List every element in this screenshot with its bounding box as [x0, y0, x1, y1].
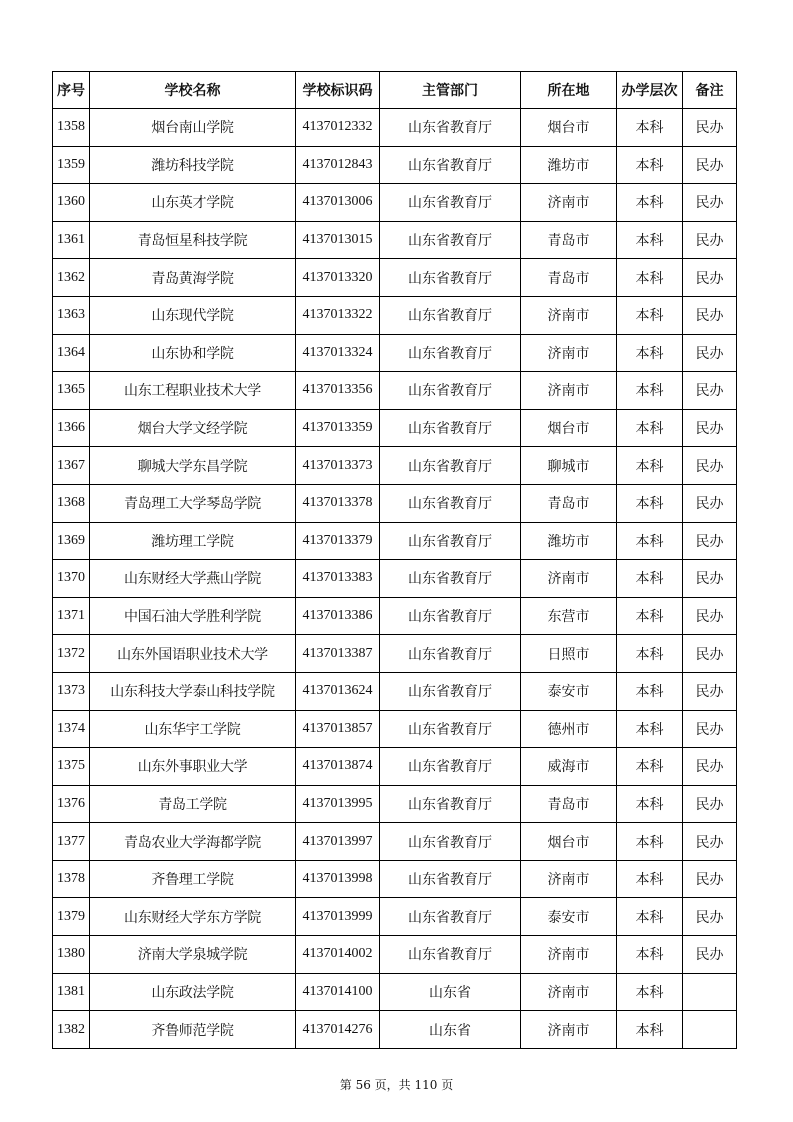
cell-school-code: 4137013386	[296, 597, 380, 635]
cell-school-name: 山东现代学院	[90, 296, 296, 334]
table-row	[53, 109, 737, 147]
cell-location: 泰安市	[521, 672, 617, 710]
cell-level: 本科	[617, 372, 683, 410]
header-name: 学校名称	[90, 72, 296, 109]
cell-location: 日照市	[521, 635, 617, 673]
cell-school-code: 4137013874	[296, 748, 380, 786]
cell-note: 民办	[683, 898, 737, 936]
cell-seq: 1368	[53, 484, 90, 522]
cell-department: 山东省教育厅	[380, 672, 521, 710]
cell-seq: 1360	[53, 184, 90, 222]
cell-department: 山东省教育厅	[380, 522, 521, 560]
cell-location: 泰安市	[521, 898, 617, 936]
cell-school-code: 4137013359	[296, 409, 380, 447]
cell-school-code: 4137013387	[296, 635, 380, 673]
cell-school-code: 4137013383	[296, 560, 380, 598]
cell-seq: 1362	[53, 259, 90, 297]
cell-location: 济南市	[521, 560, 617, 598]
cell-level: 本科	[617, 597, 683, 635]
table-row	[53, 1011, 737, 1049]
cell-school-name: 潍坊科技学院	[90, 146, 296, 184]
cell-school-code: 4137014276	[296, 1011, 380, 1049]
cell-note: 民办	[683, 296, 737, 334]
cell-school-name: 山东外国语职业技术大学	[90, 635, 296, 673]
cell-level: 本科	[617, 409, 683, 447]
cell-school-name: 烟台南山学院	[90, 109, 296, 147]
cell-location: 潍坊市	[521, 146, 617, 184]
cell-note	[683, 1011, 737, 1049]
header-level: 办学层次	[617, 72, 683, 109]
cell-department: 山东省教育厅	[380, 635, 521, 673]
cell-school-code: 4137013322	[296, 296, 380, 334]
cell-note: 民办	[683, 221, 737, 259]
cell-level: 本科	[617, 973, 683, 1011]
cell-location: 德州市	[521, 710, 617, 748]
cell-seq: 1374	[53, 710, 90, 748]
header-dept: 主管部门	[380, 72, 521, 109]
cell-school-name: 山东协和学院	[90, 334, 296, 372]
cell-note: 民办	[683, 597, 737, 635]
cell-department: 山东省教育厅	[380, 710, 521, 748]
cell-location: 烟台市	[521, 823, 617, 861]
cell-location: 烟台市	[521, 409, 617, 447]
cell-level: 本科	[617, 748, 683, 786]
cell-school-name: 潍坊理工学院	[90, 522, 296, 560]
cell-seq: 1376	[53, 785, 90, 823]
cell-level: 本科	[617, 898, 683, 936]
table-row	[53, 710, 737, 748]
cell-level: 本科	[617, 936, 683, 974]
cell-note: 民办	[683, 936, 737, 974]
cell-department: 山东省教育厅	[380, 296, 521, 334]
cell-note: 民办	[683, 785, 737, 823]
cell-seq: 1371	[53, 597, 90, 635]
institutions-table	[52, 71, 737, 1049]
cell-school-name: 青岛黄海学院	[90, 259, 296, 297]
cell-location: 济南市	[521, 296, 617, 334]
cell-department: 山东省教育厅	[380, 221, 521, 259]
cell-school-code: 4137013997	[296, 823, 380, 861]
cell-location: 烟台市	[521, 109, 617, 147]
table-row	[53, 785, 737, 823]
cell-location: 青岛市	[521, 259, 617, 297]
cell-school-name: 烟台大学文经学院	[90, 409, 296, 447]
cell-location: 济南市	[521, 1011, 617, 1049]
cell-location: 青岛市	[521, 484, 617, 522]
cell-seq: 1358	[53, 109, 90, 147]
cell-level: 本科	[617, 635, 683, 673]
cell-school-name: 青岛农业大学海都学院	[90, 823, 296, 861]
cell-school-name: 聊城大学东昌学院	[90, 447, 296, 485]
cell-seq: 1359	[53, 146, 90, 184]
cell-level: 本科	[617, 823, 683, 861]
cell-level: 本科	[617, 221, 683, 259]
cell-seq: 1366	[53, 409, 90, 447]
cell-seq: 1373	[53, 672, 90, 710]
cell-seq: 1372	[53, 635, 90, 673]
cell-seq: 1380	[53, 936, 90, 974]
cell-school-name: 济南大学泉城学院	[90, 936, 296, 974]
cell-note: 民办	[683, 860, 737, 898]
cell-note: 民办	[683, 710, 737, 748]
cell-school-code: 4137012843	[296, 146, 380, 184]
cell-school-code: 4137012332	[296, 109, 380, 147]
cell-seq: 1370	[53, 560, 90, 598]
cell-location: 威海市	[521, 748, 617, 786]
header-location: 所在地	[521, 72, 617, 109]
cell-school-code: 4137013998	[296, 860, 380, 898]
cell-school-code: 4137013624	[296, 672, 380, 710]
cell-school-code: 4137013015	[296, 221, 380, 259]
table-row	[53, 259, 737, 297]
cell-department: 山东省教育厅	[380, 259, 521, 297]
cell-level: 本科	[617, 259, 683, 297]
cell-school-code: 4137013356	[296, 372, 380, 410]
cell-school-name: 山东科技大学泰山科技学院	[90, 672, 296, 710]
cell-location: 济南市	[521, 860, 617, 898]
cell-school-code: 4137013857	[296, 710, 380, 748]
cell-note: 民办	[683, 447, 737, 485]
cell-seq: 1365	[53, 372, 90, 410]
cell-school-name: 青岛工学院	[90, 785, 296, 823]
cell-department: 山东省教育厅	[380, 184, 521, 222]
table-row	[53, 409, 737, 447]
cell-school-code: 4137013324	[296, 334, 380, 372]
cell-school-code: 4137013373	[296, 447, 380, 485]
cell-note	[683, 973, 737, 1011]
cell-department: 山东省教育厅	[380, 785, 521, 823]
cell-school-name: 齐鲁师范学院	[90, 1011, 296, 1049]
cell-seq: 1377	[53, 823, 90, 861]
cell-seq: 1379	[53, 898, 90, 936]
page-footer: 第 56 页，共 110 页	[339, 1078, 454, 1092]
cell-department: 山东省教育厅	[380, 447, 521, 485]
table-row	[53, 296, 737, 334]
cell-level: 本科	[617, 785, 683, 823]
cell-school-code: 4137014100	[296, 973, 380, 1011]
cell-school-code: 4137013378	[296, 484, 380, 522]
cell-note: 民办	[683, 484, 737, 522]
table-row	[53, 860, 737, 898]
table-row	[53, 372, 737, 410]
cell-school-code: 4137013995	[296, 785, 380, 823]
cell-level: 本科	[617, 672, 683, 710]
cell-department: 山东省教育厅	[380, 372, 521, 410]
table-row	[53, 748, 737, 786]
cell-location: 潍坊市	[521, 522, 617, 560]
table-row	[53, 823, 737, 861]
cell-department: 山东省教育厅	[380, 560, 521, 598]
cell-location: 东营市	[521, 597, 617, 635]
cell-seq: 1382	[53, 1011, 90, 1049]
cell-seq: 1381	[53, 973, 90, 1011]
table-row	[53, 973, 737, 1011]
cell-note: 民办	[683, 748, 737, 786]
table-row	[53, 635, 737, 673]
cell-note: 民办	[683, 522, 737, 560]
cell-level: 本科	[617, 710, 683, 748]
cell-school-code: 4137014002	[296, 936, 380, 974]
cell-department: 山东省教育厅	[380, 409, 521, 447]
cell-level: 本科	[617, 560, 683, 598]
cell-note: 民办	[683, 146, 737, 184]
cell-seq: 1363	[53, 296, 90, 334]
header-seq: 序号	[53, 72, 90, 109]
table-header	[53, 72, 737, 109]
cell-location: 青岛市	[521, 221, 617, 259]
table-row	[53, 184, 737, 222]
cell-department: 山东省教育厅	[380, 484, 521, 522]
cell-department: 山东省教育厅	[380, 597, 521, 635]
cell-note: 民办	[683, 259, 737, 297]
header-code: 学校标识码	[296, 72, 380, 109]
cell-note: 民办	[683, 184, 737, 222]
cell-school-name: 山东财经大学东方学院	[90, 898, 296, 936]
cell-school-name: 山东英才学院	[90, 184, 296, 222]
cell-department: 山东省教育厅	[380, 860, 521, 898]
cell-school-name: 中国石油大学胜利学院	[90, 597, 296, 635]
cell-school-name: 山东外事职业大学	[90, 748, 296, 786]
table-row	[53, 447, 737, 485]
cell-department: 山东省教育厅	[380, 109, 521, 147]
table-row	[53, 334, 737, 372]
cell-note: 民办	[683, 635, 737, 673]
cell-level: 本科	[617, 146, 683, 184]
cell-school-name: 山东工程职业技术大学	[90, 372, 296, 410]
cell-seq: 1367	[53, 447, 90, 485]
table-row	[53, 484, 737, 522]
header-note: 备注	[683, 72, 737, 109]
cell-level: 本科	[617, 522, 683, 560]
cell-location: 济南市	[521, 184, 617, 222]
table-row	[53, 672, 737, 710]
cell-school-name: 山东政法学院	[90, 973, 296, 1011]
header-row	[53, 72, 737, 109]
table-row	[53, 522, 737, 560]
cell-department: 山东省教育厅	[380, 334, 521, 372]
table-row	[53, 221, 737, 259]
cell-note: 民办	[683, 372, 737, 410]
cell-level: 本科	[617, 296, 683, 334]
cell-school-code: 4137013320	[296, 259, 380, 297]
cell-location: 济南市	[521, 936, 617, 974]
cell-seq: 1375	[53, 748, 90, 786]
cell-school-name: 青岛恒星科技学院	[90, 221, 296, 259]
cell-department: 山东省教育厅	[380, 823, 521, 861]
cell-school-name: 山东华宇工学院	[90, 710, 296, 748]
cell-school-code: 4137013999	[296, 898, 380, 936]
cell-note: 民办	[683, 334, 737, 372]
cell-level: 本科	[617, 1011, 683, 1049]
cell-level: 本科	[617, 184, 683, 222]
cell-seq: 1378	[53, 860, 90, 898]
cell-seq: 1364	[53, 334, 90, 372]
cell-note: 民办	[683, 109, 737, 147]
cell-level: 本科	[617, 484, 683, 522]
cell-note: 民办	[683, 823, 737, 861]
cell-school-name: 齐鲁理工学院	[90, 860, 296, 898]
table-row	[53, 146, 737, 184]
cell-level: 本科	[617, 334, 683, 372]
table-row	[53, 560, 737, 598]
table-row	[53, 597, 737, 635]
table-body	[53, 109, 737, 1049]
cell-seq: 1361	[53, 221, 90, 259]
cell-department: 山东省	[380, 1011, 521, 1049]
cell-school-name: 青岛理工大学琴岛学院	[90, 484, 296, 522]
cell-seq: 1369	[53, 522, 90, 560]
cell-note: 民办	[683, 672, 737, 710]
cell-location: 济南市	[521, 973, 617, 1011]
cell-level: 本科	[617, 109, 683, 147]
cell-location: 济南市	[521, 372, 617, 410]
cell-department: 山东省	[380, 973, 521, 1011]
cell-note: 民办	[683, 560, 737, 598]
table-row	[53, 898, 737, 936]
cell-department: 山东省教育厅	[380, 936, 521, 974]
cell-department: 山东省教育厅	[380, 146, 521, 184]
cell-location: 青岛市	[521, 785, 617, 823]
cell-location: 济南市	[521, 334, 617, 372]
cell-department: 山东省教育厅	[380, 748, 521, 786]
cell-school-code: 4137013379	[296, 522, 380, 560]
cell-school-code: 4137013006	[296, 184, 380, 222]
cell-department: 山东省教育厅	[380, 898, 521, 936]
cell-level: 本科	[617, 447, 683, 485]
table-row	[53, 936, 737, 974]
cell-school-name: 山东财经大学燕山学院	[90, 560, 296, 598]
cell-note: 民办	[683, 409, 737, 447]
cell-level: 本科	[617, 860, 683, 898]
cell-location: 聊城市	[521, 447, 617, 485]
